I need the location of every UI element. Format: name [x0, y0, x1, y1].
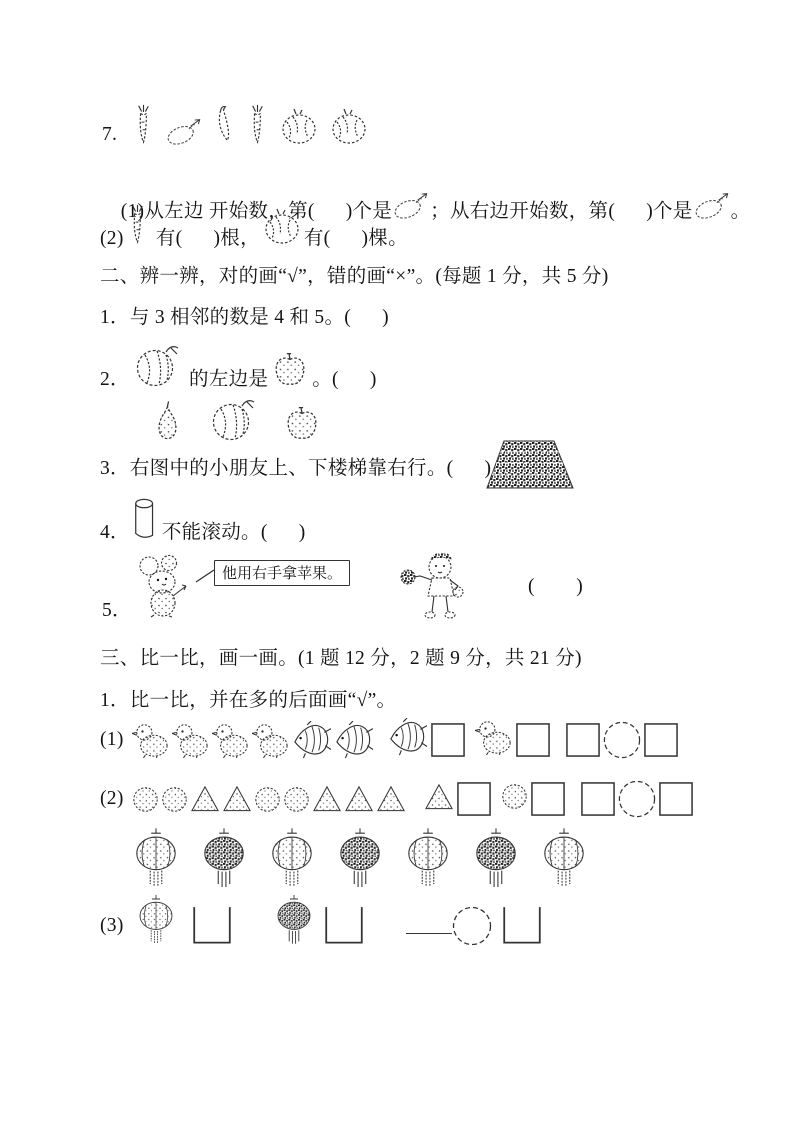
watermelon-icon [133, 342, 181, 388]
row1-box-circle-box [566, 721, 678, 759]
answer-open-box [324, 897, 364, 955]
answer-box [457, 782, 491, 816]
answer-box [581, 782, 615, 816]
q7-sub1-eggplant-b [693, 192, 731, 225]
lantern-light-icon [268, 828, 316, 896]
answer-box [566, 723, 600, 757]
q7-sub2-label: (2) [100, 228, 124, 249]
q7-sub2-carrot [126, 202, 149, 251]
q7-sub2-text-b: 有( )棵。 [303, 228, 408, 249]
row3-label: (3) [100, 914, 124, 936]
bird-icon [212, 722, 250, 758]
q7-sub2-text-a: 有( )根， [150, 228, 260, 249]
answer-circle [452, 897, 492, 955]
circle-icon [132, 786, 159, 813]
child-icon [398, 550, 478, 624]
answer-box [659, 782, 693, 816]
row1-label: (1) [100, 728, 124, 750]
compare-row-1 [100, 718, 678, 761]
s2q5-answer-blank: ( ) [528, 576, 583, 597]
answer-line [406, 932, 452, 934]
lantern-light-icon [136, 894, 176, 952]
chili-icon [213, 102, 236, 146]
section2-q2-images [152, 396, 321, 442]
triangle-icon [376, 785, 406, 813]
s2q4-number: 4． [100, 522, 130, 543]
fish-icon [292, 721, 332, 759]
answer-open-box [192, 897, 232, 955]
q7-sub2-cabbage [262, 208, 302, 251]
lantern-dark-icon [336, 828, 384, 896]
row1-left-icons [132, 721, 374, 759]
triangle-icon [424, 783, 454, 811]
lantern-dark-icon [472, 828, 520, 896]
speech-bubble: 他用右手拿苹果。 [214, 560, 350, 586]
s2q5-number: 5． [102, 600, 132, 621]
row2-compare-b [501, 782, 565, 816]
answer-circle [618, 780, 656, 818]
circle-icon [501, 783, 528, 810]
section3-title: 三、比一比，画一画。(1 题 12 分，2 题 9 分，共 21 分) [100, 648, 582, 669]
s2q2-number: 2． [100, 369, 130, 390]
row3-lantern-dark [274, 894, 314, 957]
mouse-icon [136, 554, 198, 618]
q7-vegetable-row [132, 102, 369, 146]
carrot-icon [132, 102, 155, 146]
speech-tail-icon [196, 566, 214, 584]
fish-icon [388, 718, 428, 756]
section2-q4 [100, 496, 306, 546]
eggplant-icon [693, 192, 731, 220]
q7-sub2 [100, 202, 408, 251]
row1-compare-b [475, 719, 550, 760]
eggplant-icon [165, 118, 203, 146]
q7-sub1-text-a: (1)从左边 开始数，第( )个是 [120, 201, 393, 222]
cylinder-icon [132, 496, 160, 541]
lantern-dark-icon [200, 828, 248, 896]
answer-box [531, 782, 565, 816]
compare-row-2 [100, 780, 693, 818]
circle-icon [283, 786, 310, 813]
q7-sub1-text-c: 。 [730, 201, 751, 222]
triangle-icon [344, 785, 374, 813]
carrot-icon [126, 202, 149, 246]
cabbage-icon [279, 108, 319, 146]
triangle-icon [190, 785, 220, 813]
answer-open-box [502, 897, 542, 955]
apple-icon [283, 406, 321, 442]
s2q4-text: 不能滚动。( ) [161, 522, 306, 543]
circle-icon [254, 786, 281, 813]
compare-row-3 [100, 894, 542, 957]
answer-circle [603, 721, 641, 759]
q7-number: 7. [102, 124, 118, 145]
s2q2-watermelon [133, 342, 181, 393]
watermelon-icon [209, 396, 257, 442]
lantern-row [132, 828, 588, 896]
row2-box-circle-box [581, 780, 693, 818]
lantern-dark-icon [274, 894, 314, 952]
lantern-light-icon [404, 828, 452, 896]
q7-sub1-text-b: ；从右边开始数，第( )个是 [430, 201, 693, 222]
apple-icon [271, 352, 309, 388]
bird-icon [132, 722, 170, 758]
row2-left-icons [132, 785, 406, 813]
row2-label: (2) [100, 788, 124, 809]
staircase-icon [484, 436, 576, 494]
row1-compare-a [388, 718, 465, 761]
section2-q1: 1．与 3 相邻的数是 4 和 5。( ) [100, 307, 389, 328]
pear-icon [152, 400, 183, 442]
bird-icon [172, 722, 210, 758]
triangle-icon [312, 785, 342, 813]
bird-icon [475, 719, 513, 755]
cabbage-icon [329, 108, 369, 146]
section2-q5 [100, 550, 720, 638]
answer-box [644, 723, 678, 757]
fish-icon [334, 721, 374, 759]
s2q4-cylinder [132, 496, 160, 546]
lantern-light-icon [540, 828, 588, 896]
row2-compare-a [424, 782, 491, 816]
s2q2-apple [271, 352, 309, 393]
answer-box [516, 723, 550, 757]
section2-q3: 3．右图中的小朋友上、下楼梯靠右行。( ) [100, 458, 492, 479]
s2q2-text-b: 。( ) [312, 369, 377, 390]
lantern-light-icon [132, 828, 180, 896]
circle-icon [161, 786, 188, 813]
triangle-icon [222, 785, 252, 813]
cabbage-icon [262, 208, 302, 246]
section2-q2 [100, 342, 377, 393]
carrot-icon [246, 102, 269, 146]
row3-lantern-light [136, 894, 176, 957]
section2-title: 二、辨一辨，对的画“√”，错的画“×”。(每题 1 分，共 5 分) [100, 266, 609, 287]
s2q2-text-a: 的左边是 [183, 369, 269, 390]
section3-q1: 1．比一比，并在多的后面画“√”。 [100, 690, 397, 711]
answer-box [431, 723, 465, 757]
bird-icon [252, 722, 290, 758]
